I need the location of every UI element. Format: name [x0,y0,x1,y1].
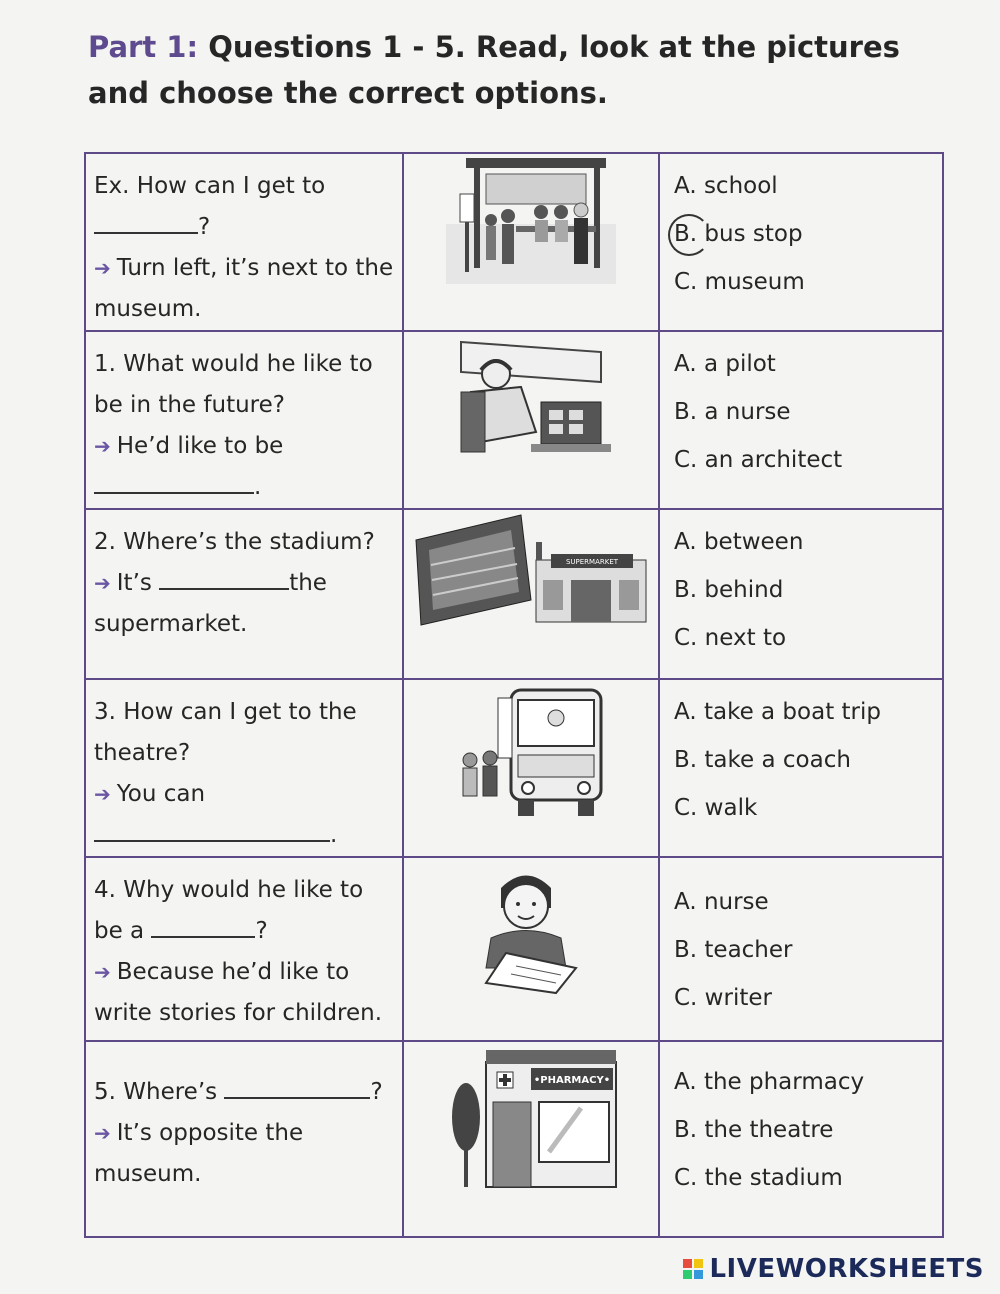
sign-text: •PHARMACY• [533,1075,611,1086]
option-a[interactable]: A. the pharmacy [674,1069,865,1095]
question-text: Where’s [123,1079,218,1105]
option-a[interactable]: A. take a boat trip [674,699,881,725]
blank-suffix: ? [198,214,211,240]
option-c[interactable]: C. next to [674,625,787,651]
question-number: 1. [94,351,116,377]
option-b[interactable]: B. the theatre [674,1117,834,1143]
liveworksheets-logo [683,1254,984,1284]
options-list [660,680,942,832]
boy-writing-illustration [404,858,658,998]
answer-blank[interactable] [224,1073,370,1099]
sign-text: SUPERMARKET [565,558,619,566]
blank-suffix: ? [370,1079,383,1105]
option-a[interactable]: A. school [674,173,778,199]
option-b[interactable]: B. a nurse [674,399,791,425]
arrow-icon: ➔ [94,434,111,458]
option-c[interactable]: C. walk [674,795,758,821]
answer-text: Turn left, it’s next to the museum. [94,255,394,322]
bus-stop-illustration [404,154,658,284]
question-text: Where’s the stadium? [123,529,375,555]
blank-suffix: ? [255,918,268,944]
answer-blank[interactable] [151,912,255,938]
blank-suffix: the supermarket. [94,570,327,637]
arrow-icon: ➔ [94,960,111,984]
page-title [88,24,948,116]
question-number: 2. [94,529,116,555]
table-row [85,857,943,1041]
question-number: 3. [94,699,116,725]
logo-icon [683,1259,703,1279]
option-c[interactable]: C. an architect [674,447,843,473]
part-label: Part 1: [88,30,199,64]
table-row [85,1041,943,1237]
question-text: What would he like to be in the future? [94,351,373,418]
blank-suffix: . [254,474,262,500]
question-text: How can I get to the theatre? [94,699,357,766]
answer-blank[interactable] [159,564,289,590]
option-b[interactable]: B. take a coach [674,747,851,773]
answer-text: He’d like to be [116,433,284,459]
arrow-icon: ➔ [94,256,111,280]
table-row [85,679,943,857]
instructions: Questions 1 - 5. Read, look at the pictures and choose the correct options. [88,30,900,110]
options-list [660,1042,942,1202]
table-row [85,331,943,509]
selection-circle-icon [668,214,710,256]
arrow-icon: ➔ [94,782,111,806]
coach-illustration [404,680,658,820]
pharmacy-illustration [404,1042,658,1192]
option-c[interactable]: C. writer [674,985,772,1011]
options-list [660,510,942,662]
question-number: Ex. [94,173,130,199]
brand-name: LIVEWORKSHEETS [709,1254,984,1284]
table-row [85,153,943,331]
questions-table [84,152,944,1238]
option-b[interactable]: B. teacher [674,937,793,963]
option-b-label: B. bus stop [674,221,803,247]
blank-suffix: . [330,822,338,848]
question-text: Why would he like to be a [94,877,364,944]
option-a[interactable]: A. a pilot [674,351,776,377]
option-a[interactable]: A. between [674,529,804,555]
question-number: 5. [94,1079,116,1105]
pilot-cockpit-illustration [404,332,658,462]
option-b[interactable] [674,210,942,258]
option-b[interactable]: B. behind [674,577,784,603]
table-row [85,509,943,679]
option-a[interactable]: A. nurse [674,889,769,915]
options-list [660,858,942,1022]
answer-text: It’s opposite the museum. [94,1120,304,1187]
answer-blank[interactable] [94,816,330,842]
question-text: How can I get to [136,173,326,199]
answer-blank[interactable] [94,468,254,494]
options-list [660,154,942,306]
option-c[interactable]: C. museum [674,269,805,295]
options-list [660,332,942,484]
stadium-supermarket-illustration [404,510,658,630]
arrow-icon: ➔ [94,1121,111,1145]
answer-text: You can [116,781,206,807]
arrow-icon: ➔ [94,571,111,595]
answer-blank[interactable] [94,208,198,234]
answer-text: It’s [116,570,152,596]
question-number: 4. [94,877,116,903]
option-c[interactable]: C. the stadium [674,1165,843,1191]
answer-text: Because he’d like to write stories for children. [94,959,383,1026]
